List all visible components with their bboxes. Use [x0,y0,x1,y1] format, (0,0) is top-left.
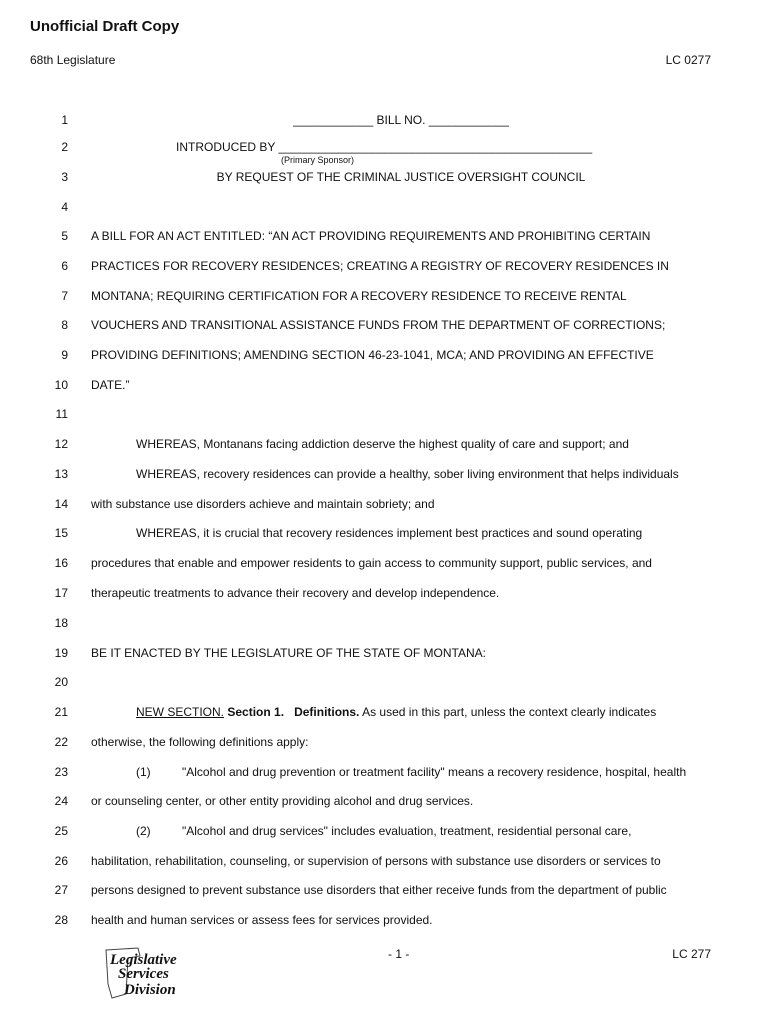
title-line: DATE.” [91,378,130,392]
line-number: 18 [54,616,68,630]
section-text: As used in this part, unless the context clearly indicates [359,705,657,719]
line-number: 26 [54,854,68,868]
line-number: 10 [54,378,68,392]
line-number: 19 [54,646,68,660]
line-number: 24 [54,794,68,808]
title-line: PRACTICES FOR RECOVERY RESIDENCES; CREATING A REGISTRY OF RECOVERY RESIDENCES IN [91,259,669,273]
line-number: 22 [54,735,68,749]
line-number: 21 [54,705,68,719]
line-number: 12 [54,437,68,451]
section-number: Section 1. [227,705,285,719]
line-number: 7 [61,289,68,303]
draft-title: Unofficial Draft Copy [30,18,180,35]
body-line: therapeutic treatments to advance their recovery and develop independence. [91,586,500,600]
line-number: 15 [54,526,68,540]
line-number: 17 [54,586,68,600]
line-number: 3 [61,170,68,184]
body-line: or counseling center, or other entity providing alcohol and drug services. [91,794,474,808]
logo-word: Division [124,982,176,998]
line-number: 8 [61,318,68,332]
line-number: 4 [61,200,68,214]
whereas-line: WHEREAS, it is crucial that recovery residences implement best practices and sound operating [136,526,643,540]
introduced-by-line: INTRODUCED BY _______________________________________________ [176,140,593,154]
title-line: A BILL FOR AN ACT ENTITLED: “AN ACT PROVIDING REQUIREMENTS AND PROHIBITING CERTAIN [91,229,651,243]
section-heading: Definitions. [294,705,360,719]
line-number: 5 [61,229,68,243]
whereas-line: WHEREAS, Montanans facing addiction deserve the highest quality of care and support; and [136,437,629,451]
section-1-heading-line [91,705,656,719]
body-line: persons designed to prevent substance use disorders that either receive funds from the department of public [91,883,667,897]
subsection-number: (1) [136,765,151,779]
line-number: 28 [54,913,68,927]
body-line: otherwise, the following definitions apply: [91,735,309,749]
bill-number-line: ____________ BILL NO. ____________ [293,113,509,127]
by-request-line: BY REQUEST OF THE CRIMINAL JUSTICE OVERSIGHT COUNCIL [216,170,586,184]
body-line: habilitation, rehabilitation, counseling, or supervision of persons with substance use disorders or services to [91,854,661,868]
line-number: 16 [54,556,68,570]
line-number: 25 [54,824,68,838]
legislative-services-division-logo [98,944,198,1002]
body-line: procedures that enable and empower residents to gain access to community support, public services, and [91,556,652,570]
subsection-number: (2) [136,824,151,838]
lc-number-footer: LC 277 [672,947,711,961]
primary-sponsor-note: (Primary Sponsor) [281,155,355,165]
enacting-clause: BE IT ENACTED BY THE LEGISLATURE OF THE STATE OF MONTANA: [91,646,486,660]
definition-line [91,765,686,779]
whereas-line: WHEREAS, recovery residences can provide a healthy, sober living environment that helps individuals [136,467,679,481]
line-number: 2 [61,140,68,154]
body-line: health and human services or assess fees for services provided. [91,913,433,927]
definition-text: "Alcohol and drug prevention or treatment facility" means a recovery residence, hospital, health [182,765,687,779]
line-number: 9 [61,348,68,362]
logo-word: Services [118,966,169,982]
title-line: PROVIDING DEFINITIONS; AMENDING SECTION 46-23-1041, MCA; AND PROVIDING AN EFFECTIVE [91,348,654,362]
line-number: 6 [61,259,68,273]
line-number: 23 [54,765,68,779]
title-line: VOUCHERS AND TRANSITIONAL ASSISTANCE FUNDS FROM THE DEPARTMENT OF CORRECTIONS; [91,318,666,332]
new-section-label: NEW SECTION. [136,705,225,719]
page-number: - 1 - [388,947,410,961]
line-number: 11 [55,407,68,421]
definition-line [91,824,631,838]
line-number: 27 [54,883,68,897]
line-number: 14 [54,497,68,511]
line-number: 1 [61,113,68,127]
body-line: with substance use disorders achieve and maintain sobriety; and [91,497,435,511]
logo-word: Legislative [110,952,177,968]
line-number: 13 [54,467,68,481]
title-line: MONTANA; REQUIRING CERTIFICATION FOR A RECOVERY RESIDENCE TO RECEIVE RENTAL [91,289,627,303]
legislature-session: 68th Legislature [30,53,116,67]
lc-number-header: LC 0277 [665,53,711,67]
definition-text: "Alcohol and drug services" includes evaluation, treatment, residential personal care, [182,824,632,838]
line-number: 20 [54,675,68,689]
